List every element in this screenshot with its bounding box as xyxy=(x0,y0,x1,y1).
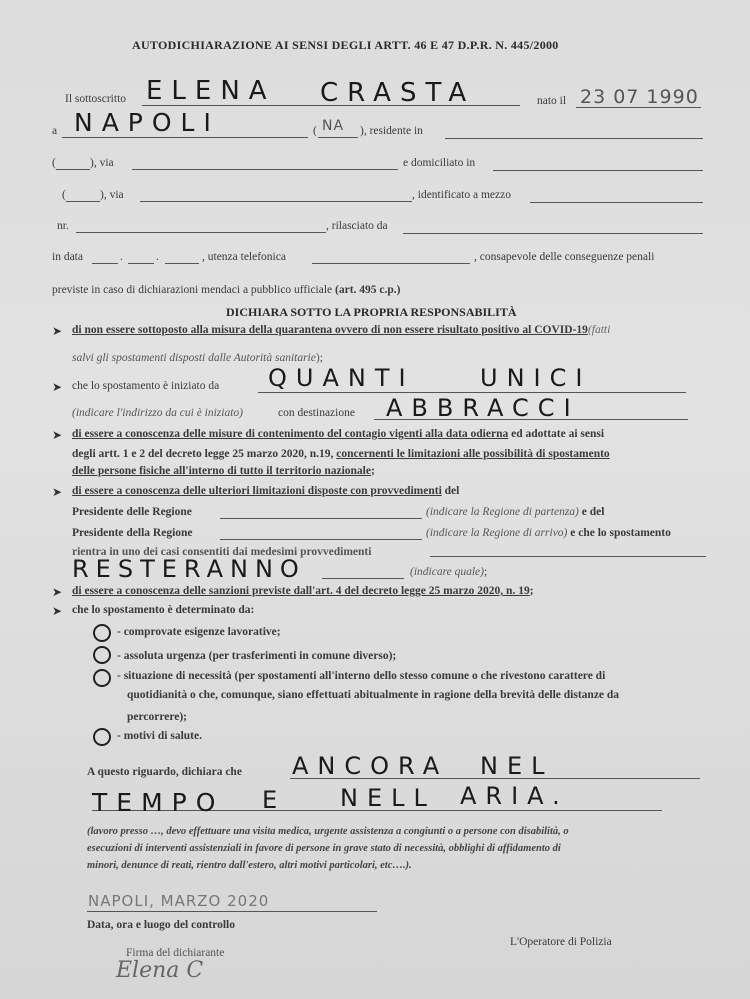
name-last-handwritten: CRASTA xyxy=(320,78,476,108)
clause-sanzioni: di essere a conoscenza delle sanzioni previste dall'art. 4 del decreto legge 25 marzo 2020, n. 19 xyxy=(72,585,530,597)
quale-hint: (indicare quale) xyxy=(410,566,484,578)
via-2-underline xyxy=(140,201,412,202)
regione-partenza-underline xyxy=(220,518,422,519)
sottoscritto-label: Il sottoscritto xyxy=(65,93,127,105)
birth-date-handwritten: 23 07 1990 xyxy=(580,86,699,108)
clause-contenimento: di essere a conoscenza delle misure di contenimento del contagio vigenti alla data odierna xyxy=(72,428,509,440)
presidente-arrivo-label: Presidente della Regione xyxy=(72,527,193,539)
riguardo-handwritten-2: NEL xyxy=(480,752,554,780)
utenza-label: , utenza telefonica xyxy=(202,251,286,263)
option-necessita-label: - situazione di necessità (per spostamenti all'interno dello stesso comune o che rivestono carattere di xyxy=(117,670,606,682)
id-document-underline xyxy=(530,202,703,203)
option-lavoro-radio[interactable] xyxy=(93,624,111,642)
art-495: (art. 495 c.p.) xyxy=(335,284,401,296)
via-1-label: ), via xyxy=(90,157,114,169)
riguardo-handwritten-1: ANCORA xyxy=(292,752,449,780)
resteranno-handwritten: RESTERANNO xyxy=(72,555,306,583)
option-necessita-label-2: quotidianità o che, comunque, siano effettuati abitualmente in ragione della brevità delle distanze da xyxy=(127,689,620,701)
clause-spostamento: che lo spostamento è iniziato da xyxy=(72,380,220,392)
province-handwritten: NA xyxy=(322,118,345,134)
nr-underline xyxy=(76,232,326,233)
option-salute-radio[interactable] xyxy=(93,728,111,746)
domiciliato-label: e domiciliato in xyxy=(403,157,476,169)
examples-line-2: esecuzioni di interventi assistenziali in favore di persone in grave stato di necessità, obblighi di affidamento di xyxy=(87,843,561,854)
phone-underline xyxy=(312,263,470,264)
residente-label: ), residente in xyxy=(360,125,423,137)
clause-territorio: delle persone fisiche all'interno di tutto il territorio nazionale xyxy=(72,465,371,477)
clause-quarantena: di non essere sottoposto alla misura della quarantena ovvero di non essere risultato positivo al COVID-19 xyxy=(72,324,588,336)
nr-label: nr. xyxy=(57,220,69,232)
via-1-underline xyxy=(132,169,398,170)
riguardo-handwritten-4: E xyxy=(262,786,287,814)
riguardo-label: A questo riguardo, dichiara che xyxy=(87,766,242,778)
domicile-underline xyxy=(493,170,703,171)
place-date-handwritten: NAPOLI, MARZO 2020 xyxy=(88,892,270,910)
document-title: AUTODICHIARAZIONE AI SENSI DEGLI ARTT. 46 E 47 D.P.R. N. 445/2000 xyxy=(132,38,559,52)
identificato-label: , identificato a mezzo xyxy=(412,189,511,201)
residence-underline xyxy=(445,138,703,139)
arrow-bullet-icon: ➤ xyxy=(52,324,63,338)
arrow-bullet-icon: ➤ xyxy=(52,380,63,394)
from-address-hint: (indicare l'indirizzo da cui è iniziato) xyxy=(72,407,244,419)
examples-line-3: minori, denunce di reati, rientro dall'estero, altri motivi particolari, etc….). xyxy=(87,860,412,871)
arrow-bullet-icon: ➤ xyxy=(52,604,63,618)
previste-text: previste in caso di dichiarazioni mendaci a pubblico ufficiale xyxy=(52,284,333,296)
option-necessita-radio[interactable] xyxy=(93,669,111,687)
operatore-label: L'Operatore di Polizia xyxy=(510,936,612,948)
clause-determinato: che lo spostamento è determinato da: xyxy=(72,604,255,616)
option-salute-label: - motivi di salute. xyxy=(117,730,202,742)
destination-handwritten: ABBRACCI xyxy=(386,394,580,422)
arrow-bullet-icon: ➤ xyxy=(52,428,63,442)
clause-ulteriori: di essere a conoscenza delle ulteriori limitazioni disposte con provvedimenti xyxy=(72,485,442,497)
option-urgenza-label: - assoluta urgenza (per trasferimenti in comune diverso); xyxy=(117,650,397,662)
option-urgenza-radio[interactable] xyxy=(93,646,111,664)
examples-line-1: (lavoro presso …, devo effettuare una visita medica, urgente assistenza a congiunti o a persone con disabilità, o xyxy=(87,826,569,837)
province-2-underline xyxy=(56,169,90,170)
arrow-bullet-icon: ➤ xyxy=(52,485,63,499)
clause-rientra: rientra in uno dei casi consentiti dai medesimi provvedimenti xyxy=(72,546,372,558)
birth-place-handwritten: NAPOLI xyxy=(74,108,220,137)
province-3-underline xyxy=(66,201,100,202)
firma-label: Firma del dichiarante xyxy=(126,947,225,959)
clause-quarantena-note: salvi gli spostamenti disposti dalle Autorità sanitarie xyxy=(72,352,316,364)
from-address-handwritten-1: QUANTI xyxy=(268,364,415,392)
via-2-label: ), via xyxy=(100,189,124,201)
rilasciato-label: , rilasciato da xyxy=(326,220,388,232)
presidente-partenza-label: Presidente delle Regione xyxy=(72,506,192,518)
data-luogo-label: Data, ora e luogo del controllo xyxy=(87,919,235,931)
clause-decreto: degli artt. 1 e 2 del decreto legge 25 marzo 2020, n.19, xyxy=(72,448,334,460)
a-label: a xyxy=(52,125,58,137)
riguardo-handwritten-3: TEMPO xyxy=(92,788,225,817)
nato-label: nato il xyxy=(537,95,567,107)
regione-arrivo-underline xyxy=(220,539,422,540)
option-lavoro-label: - comprovate esigenze lavorative; xyxy=(117,626,281,638)
arrow-bullet-icon: ➤ xyxy=(52,585,63,599)
data-luogo-underline xyxy=(87,911,377,912)
from-address-underline xyxy=(258,392,686,393)
option-necessita-label-3: percorrere); xyxy=(127,711,188,723)
riguardo-handwritten-5: NELL xyxy=(340,784,436,812)
name-first-handwritten: ELENA xyxy=(146,76,276,106)
in-data-label: in data xyxy=(52,251,83,263)
declaration-page: AUTODICHIARAZIONE AI SENSI DEGLI ARTT. 46 E 47 D.P.R. N. 445/2000 Il sottoscritto ELENA CRASTA nato il 23 07 1990 a NAPOLI ( NA ), residente in ( ), via e domiciliato in ( ), via , identificato a mezzo nr. , rilasciato da in data . . , utenza telefonica , consapevole delle conseguenze penali previste in caso di dichiarazioni mendaci a pubblico ufficiale (art. 495 c.p.) DICHIARA SOTTO LA PROPRIA RESPONSABILITÀ ➤ di non essere sottoposto alla misura della quarantena ovvero di non essere risultato positivo al COVID-19(fatti salvi gli spostamenti disposti dalle Autorità sanitarie); ➤ che lo spostamento è iniziato da QUANTI UNICI (indicare l'indirizzo da cui è iniziato) con destinazione ABBRACCI ➤ di essere a conoscenza delle misure di contenimento del contagio vigenti alla data odierna ed adottate ai sensi degli artt. 1 e 2 del decreto legge 25 marzo 2020, n.19, concernenti le limitazioni alle possibilità di spostamento delle persone fisiche all'interno di tutto il territorio nazionale; ➤ di essere a conoscenza delle ulteriori limitazioni disposte con provvedimenti del Presidente delle Regione (indicare la Regione di partenza) e del Presidente della Regione (indicare la Regione di arrivo) e che lo spostamento rientra in uno dei casi consentiti dai medesimi provvedimenti RESTERANNO (indicare quale); ➤ di essere a conoscenza delle sanzioni previste dall'art. 4 del decreto legge 25 marzo 2020, n. 19; ➤ che lo spostamento è determinato da: - comprovate esigenze lavorative; - assoluta urgenza (per trasferimenti in comune diverso); - situazione di necessità (per spostamenti all'interno dello stesso comune o che rivestono carattere di quotidianità o che, comunque, siano effettuati abitualmente in ragione della brevità delle distanze da percorrere); - motivi di salute. A questo riguardo, dichiara che ANCORA NEL TEMPO E NELL ARIA. (lavoro presso …, devo effettuare una visita medica, urgente assistenza a congiunti o a persone con disabilità, o esecuzioni di interventi assistenziali in favore di persone in grave stato di necessità, obblighi di affidamento di minori, denunce di reati, rientro dall'estero, altri motivi particolari, etc….). NAPOLI, MARZO 2020 Data, ora e luogo del controllo L'Operatore di Polizia Firma del dichiarante Elena C xyxy=(0,0,750,999)
from-address-handwritten-2: UNICI xyxy=(480,364,592,392)
consapevole-label: , consapevole delle conseguenze penali xyxy=(474,251,655,263)
rilasciato-underline xyxy=(403,233,703,234)
quale-underline xyxy=(322,578,404,579)
riguardo-handwritten-6: ARIA. xyxy=(460,782,569,810)
birth-place-underline xyxy=(62,137,308,138)
destination-label: con destinazione xyxy=(278,407,355,419)
province-underline xyxy=(318,137,358,138)
provvedimenti-underline xyxy=(430,556,706,557)
dichiara-heading: DICHIARA SOTTO LA PROPRIA RESPONSABILITÀ xyxy=(226,305,517,319)
signature-handwritten: Elena C xyxy=(116,958,204,983)
